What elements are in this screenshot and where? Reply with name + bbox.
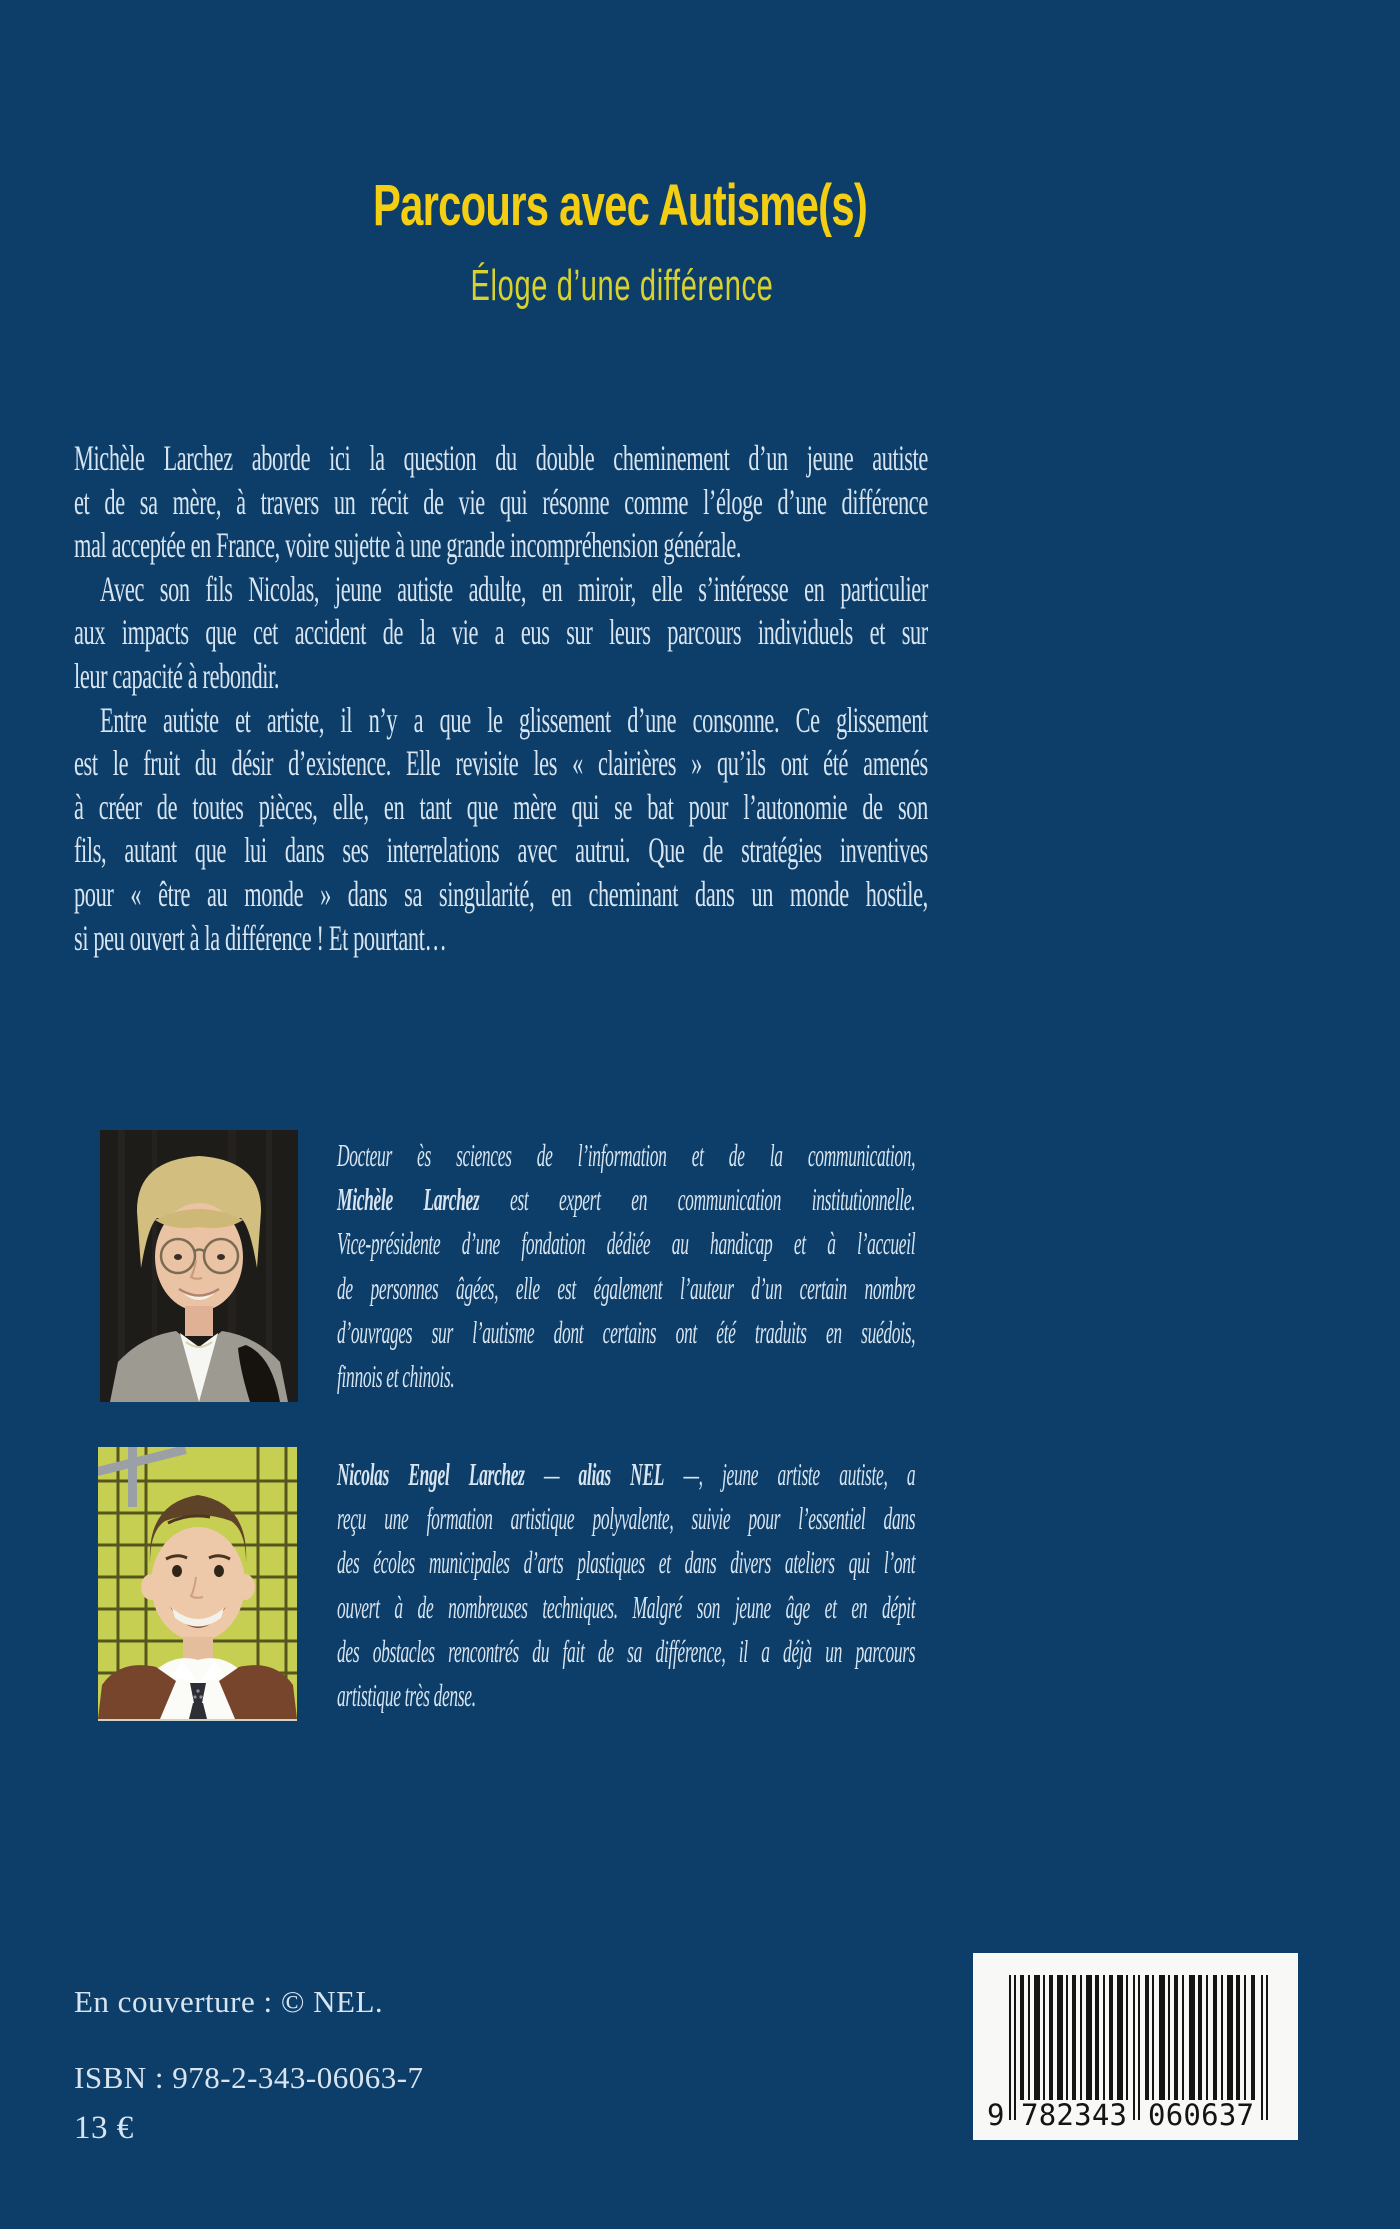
text-line: d’ouvrages sur l’autisme dont certains ont été traduits en suédois, xyxy=(337,1313,916,1350)
isbn-number: ISBN : 978-2-343-06063-7 xyxy=(74,2060,424,2095)
text-line: ouvert à de nombreuses techniques. Malgré son jeune âge et en dépit xyxy=(337,1588,916,1625)
text-line: Michèle Larchez aborde ici la question du double cheminement d’un jeune autiste xyxy=(74,438,928,478)
text-line: mal acceptée en France, voire sujette à une grande incompréhension générale. xyxy=(74,525,742,566)
michele-larchez-bio xyxy=(337,1133,915,1398)
text-line: et de sa mère, à travers un récit de vie qui résonne comme l’éloge d’une différence xyxy=(74,481,928,522)
text-line: pour « être au monde » dans sa singularité, en cheminant dans un monde hostile, xyxy=(74,873,928,914)
text-line: finnois et chinois. xyxy=(337,1358,455,1395)
text-line: Michèle Larchez est expert en communication institutionnelle. xyxy=(337,1181,916,1218)
text-line: artistique très dense. xyxy=(337,1677,476,1714)
text-line: aux impacts que cet accident de la vie a eus sur leurs parcours individuels et sur xyxy=(74,612,928,653)
barcode-group-2: 060637 xyxy=(1148,2098,1254,2132)
text-line: de personnes âgées, elle est également l’auteur d’un certain nombre xyxy=(337,1269,916,1306)
text-line: Docteur ès sciences de l’information et de la communication, xyxy=(337,1137,916,1173)
text-line: à créer de toutes pièces, elle, en tant que mère qui se bat pour l’autonomie de son xyxy=(74,786,928,827)
text-line: des écoles municipales d’arts plastiques et dans divers ateliers qui l’ont xyxy=(337,1544,916,1581)
book-title: Parcours avec Autisme(s) xyxy=(372,173,868,238)
ean13-barcode xyxy=(973,1953,1298,2140)
book-subtitle: Éloge d’une différence xyxy=(470,261,774,310)
text-line: Vice-présidente d’une fondation dédiée au handicap et à l’accueil xyxy=(337,1225,916,1262)
nicolas-larchez-bio xyxy=(337,1452,915,1717)
text-line: si peu ouvert à la différence ! Et pourtant… xyxy=(74,917,447,958)
barcode-lead-digit: 9 xyxy=(987,2098,1005,2132)
text-line: leur capacité à rebondir. xyxy=(74,655,280,696)
synopsis-text xyxy=(74,437,928,960)
price: 13 € xyxy=(74,2110,134,2146)
text-line: est le fruit du désir d’existence. Elle revisite les « clairières » qu’ils ont été amenés xyxy=(74,743,928,784)
nicolas-larchez-photo xyxy=(98,1447,297,1721)
text-line: Avec son fils Nicolas, jeune autiste adulte, en miroir, elle s’intéresse en particulier xyxy=(100,568,928,609)
text-line: reçu une formation artistique polyvalente, suivie pour l’essentiel dans xyxy=(337,1500,916,1537)
text-line: fils, autant que lui dans ses interrelations avec autrui. Que de stratégies inventives xyxy=(74,830,928,871)
michele-larchez-photo xyxy=(100,1130,298,1402)
text-line: Nicolas Engel Larchez — alias NEL —, jeune artiste autiste, a xyxy=(337,1456,916,1492)
text-line: Entre autiste et artiste, il n’y a que le glissement d’une consonne. Ce glissement xyxy=(100,699,928,740)
barcode-group-1: 782343 xyxy=(1021,2098,1127,2132)
cover-credit: En couverture : © NEL. xyxy=(74,1984,384,2019)
text-line: des obstacles rencontrés du fait de sa différence, il a déjà un parcours xyxy=(337,1632,916,1669)
